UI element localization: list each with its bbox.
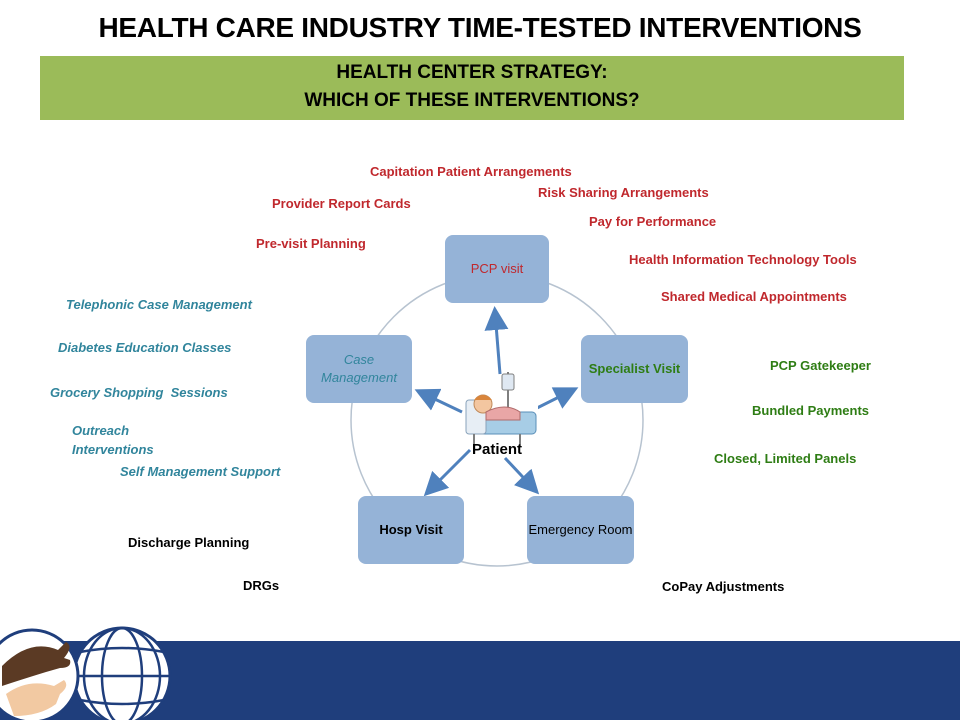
banner-line-2: WHICH OF THESE INTERVENTIONS? — [304, 90, 640, 111]
hosp-intervention: Discharge Planning — [128, 535, 250, 550]
arrow-to-specialist — [537, 390, 573, 408]
patient-label: Patient — [472, 441, 523, 458]
pcp-intervention: Shared Medical Appointments — [661, 289, 847, 304]
pcp-intervention: Provider Report Cards — [272, 196, 411, 211]
patient-icon — [466, 372, 538, 446]
specialist-intervention: PCP Gatekeeper — [770, 358, 871, 373]
pcp-intervention: Pay for Performance — [589, 214, 717, 229]
case-intervention: Grocery Shopping Sessions — [50, 385, 228, 400]
case-intervention: Diabetes Education Classes — [58, 340, 232, 355]
arrow-to-er — [505, 458, 535, 490]
banner-line-1: HEALTH CENTER STRATEGY: — [336, 62, 608, 83]
er-intervention: CoPay Adjustments — [662, 579, 785, 594]
pcp-intervention: Health Information Technology Tools — [629, 252, 857, 267]
case-intervention: Telephonic Case Management — [66, 297, 252, 312]
node-case-management: Case Management — [306, 335, 412, 403]
page-title: HEALTH CARE INDUSTRY TIME-TESTED INTERVENTIONS — [98, 12, 862, 43]
pcp-intervention: Pre-visit Planning — [256, 236, 366, 251]
hosp-intervention: DRGs — [243, 578, 280, 593]
pcp-intervention: Capitation Patient Arrangements — [370, 164, 572, 179]
node-emergency-room: Emergency Room — [527, 496, 634, 564]
arrow-to-hosp — [428, 450, 470, 492]
arrow-to-case — [420, 392, 462, 412]
node-pcp-visit: PCP visit — [445, 235, 549, 303]
node-specialist-visit: Specialist Visit — [581, 335, 688, 403]
arrow-to-pcp — [495, 312, 500, 374]
case-intervention: Self Management Support — [120, 464, 281, 479]
specialist-intervention: Closed, Limited Panels — [714, 451, 857, 466]
specialist-intervention: Bundled Payments — [752, 403, 870, 418]
node-hosp-visit: Hosp Visit — [358, 496, 464, 564]
case-intervention: Interventions — [72, 442, 154, 457]
pcp-intervention: Risk Sharing Arrangements — [538, 185, 709, 200]
case-intervention: Outreach — [72, 423, 130, 438]
hands-globe-logo — [0, 616, 180, 720]
